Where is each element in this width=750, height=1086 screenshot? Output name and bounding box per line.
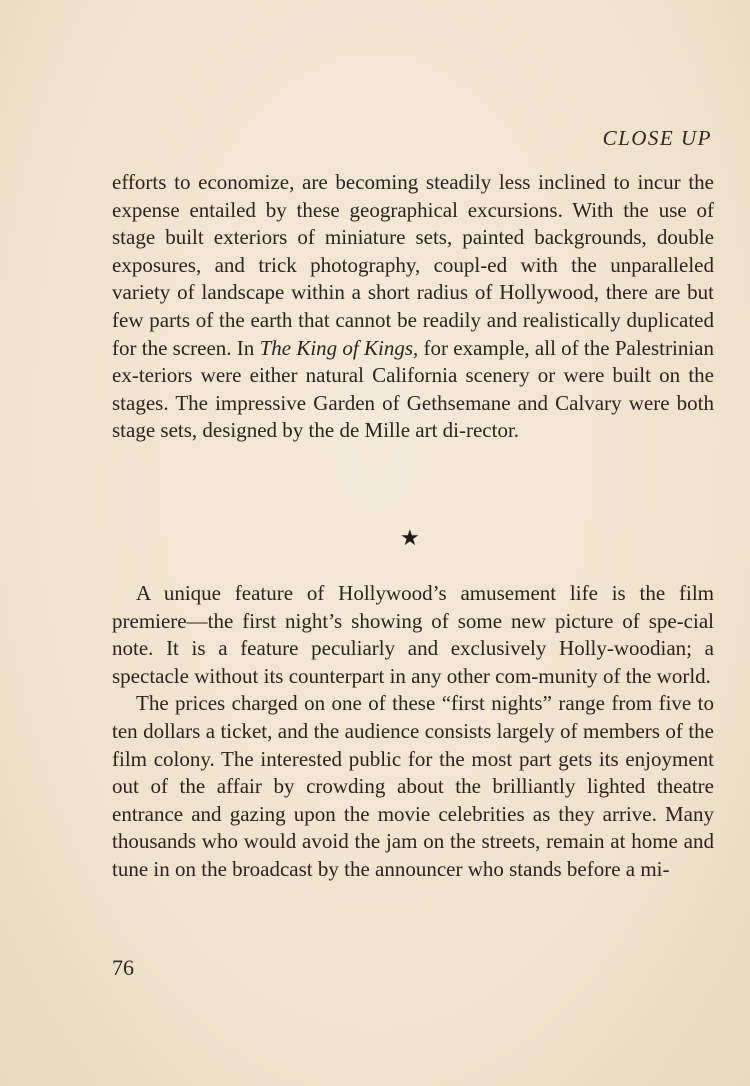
star-ornament-icon: ★ bbox=[400, 526, 420, 551]
film-title: The King of Kings bbox=[259, 335, 414, 360]
paragraph-1-part-1: efforts to economize, are becoming steadily less inclined to incur the expense entailed by these geographical excursions. With the use of stage built exteriors of miniature sets, painted backgrounds, double exposures, and trick photography, coupl-ed with the unparalleled variety of landscape within a short radius of Hollywood, there are but few parts of the earth that cannot be readily and realistically duplicated for the screen. In bbox=[112, 170, 714, 360]
text-block-top bbox=[112, 169, 714, 445]
text-block-bottom bbox=[112, 580, 714, 884]
paragraph-1-part-2: , for example, all of the Palestrinian ex-teriors were either natural California scenery or were built on the stages. The impressive Garden of Gethsemane and Calvary were both stage sets, designed by the de Mille art di-rector. bbox=[112, 335, 714, 443]
paragraph-3: The prices charged on one of these “first nights” range from five to ten dollars a ticket, and the audience consists largely of members of the film colony. The interested public for the most part gets its enjoyment out of the affair by crowding about the brilliantly lighted theatre entrance and gazing upon the movie celebrities as they arrive. Many thousands who would avoid the jam on the streets, remain at home and tune in on the broadcast by the announcer who stands before a mi- bbox=[112, 691, 714, 881]
page-number: 76 bbox=[112, 955, 134, 980]
paragraph-1 bbox=[112, 169, 714, 445]
running-head: CLOSE UP bbox=[602, 126, 712, 150]
paragraph-2: A unique feature of Hollywood’s amusement life is the film premiere—the first night’s showing of some new picture of spe-cial note. It is a feature peculiarly and exclusively Holly-woodian; a spectacle without its counterpart in any other com-munity of the world. bbox=[112, 581, 714, 688]
